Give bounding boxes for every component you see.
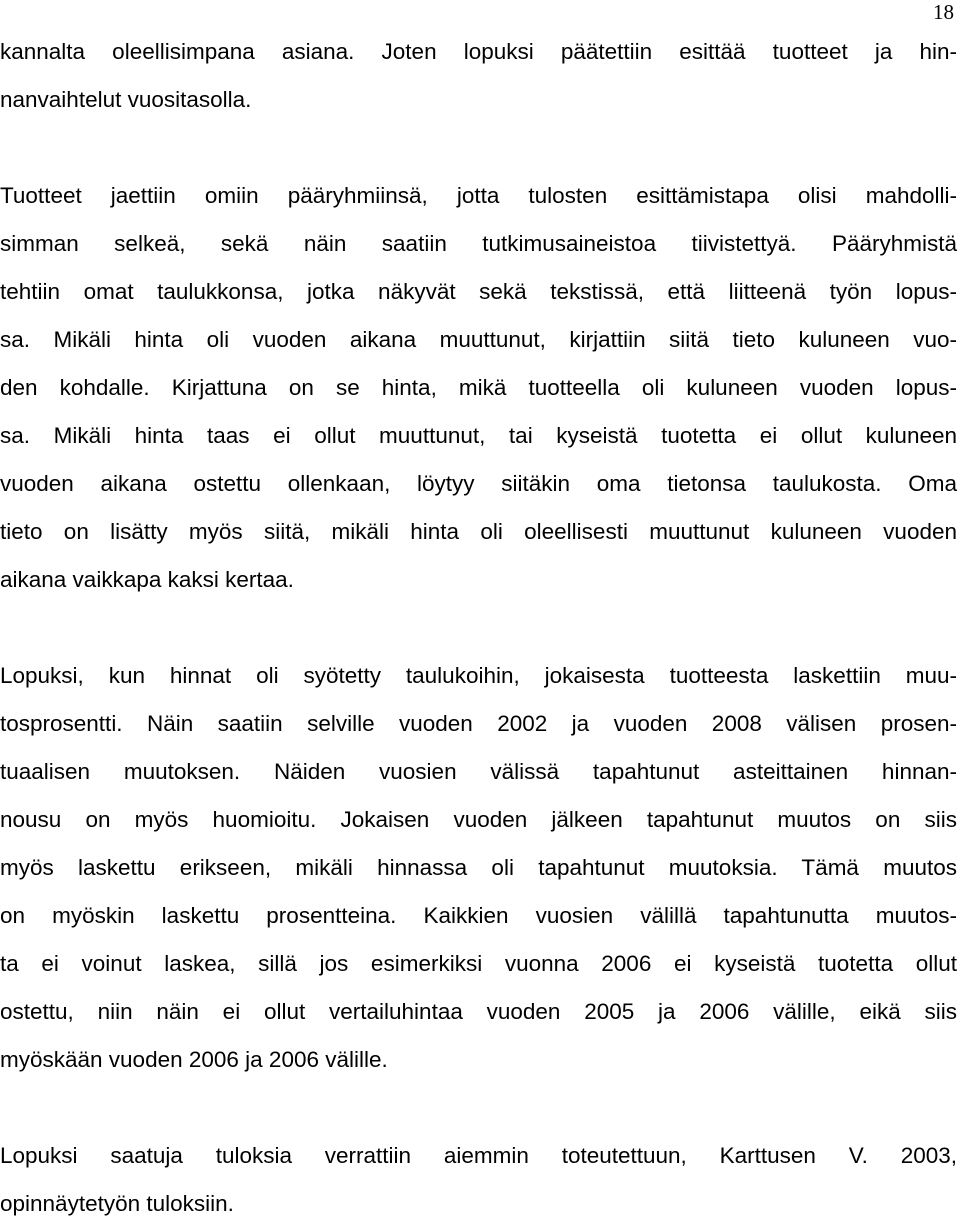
document-body bbox=[0, 28, 957, 1228]
paragraph bbox=[0, 172, 957, 604]
text-line: Lopuksi, kun hinnat oli syötetty taulukoihin, jokaisesta tuotteesta laskettiin muu- bbox=[0, 663, 957, 688]
paragraph bbox=[0, 652, 957, 1084]
paragraph bbox=[0, 28, 957, 124]
text-line: ostettu, niin näin ei ollut vertailuhintaa vuoden 2005 ja 2006 välille, eikä siis bbox=[0, 999, 957, 1024]
text-line: aikana vaikkapa kaksi kertaa. bbox=[0, 567, 294, 592]
page-number: 18 bbox=[933, 0, 954, 24]
paragraph-spacer bbox=[0, 124, 957, 172]
paragraph-spacer bbox=[0, 604, 957, 652]
text-line: on myöskin laskettu prosentteina. Kaikkien vuosien välillä tapahtunutta muutos- bbox=[0, 903, 957, 928]
text-line: tehtiin omat taulukkonsa, jotka näkyvät sekä tekstissä, että liitteenä työn lopus- bbox=[0, 279, 957, 304]
text-line: myös laskettu erikseen, mikäli hinnassa oli tapahtunut muutoksia. Tämä muutos bbox=[0, 855, 957, 880]
paragraph bbox=[0, 1132, 957, 1228]
text-line: sa. Mikäli hinta taas ei ollut muuttunut, tai kyseistä tuotetta ei ollut kuluneen bbox=[0, 423, 957, 448]
text-line: nousu on myös huomioitu. Jokaisen vuoden jälkeen tapahtunut muutos on siis bbox=[0, 807, 957, 832]
text-line: simman selkeä, sekä näin saatiin tutkimusaineistoa tiivistettyä. Pääryhmistä bbox=[0, 231, 957, 256]
text-line: tuaalisen muutoksen. Näiden vuosien välissä tapahtunut asteittainen hinnan- bbox=[0, 759, 957, 784]
text-line: ta ei voinut laskea, sillä jos esimerkiksi vuonna 2006 ei kyseistä tuotetta ollut bbox=[0, 951, 957, 976]
text-line: Tuotteet jaettiin omiin pääryhmiinsä, jotta tulosten esittämistapa olisi mahdolli- bbox=[0, 183, 957, 208]
text-line: opinnäytetyön tuloksiin. bbox=[0, 1191, 234, 1216]
text-line: myöskään vuoden 2006 ja 2006 välille. bbox=[0, 1047, 388, 1072]
text-line: den kohdalle. Kirjattuna on se hinta, mikä tuotteella oli kuluneen vuoden lopus- bbox=[0, 375, 957, 400]
paragraph-spacer bbox=[0, 1084, 957, 1132]
text-line: tieto on lisätty myös siitä, mikäli hinta oli oleellisesti muuttunut kuluneen vuoden bbox=[0, 519, 957, 544]
text-line: sa. Mikäli hinta oli vuoden aikana muuttunut, kirjattiin siitä tieto kuluneen vuo- bbox=[0, 327, 957, 352]
text-line: kannalta oleellisimpana asiana. Joten lopuksi päätettiin esittää tuotteet ja hin- bbox=[0, 39, 957, 64]
text-line: tosprosentti. Näin saatiin selville vuoden 2002 ja vuoden 2008 välisen prosen- bbox=[0, 711, 957, 736]
text-line: Lopuksi saatuja tuloksia verrattiin aiemmin toteutettuun, Karttusen V. 2003, bbox=[0, 1143, 957, 1168]
text-line: vuoden aikana ostettu ollenkaan, löytyy siitäkin oma tietonsa taulukosta. Oma bbox=[0, 471, 957, 496]
text-line: nanvaihtelut vuositasolla. bbox=[0, 87, 252, 112]
